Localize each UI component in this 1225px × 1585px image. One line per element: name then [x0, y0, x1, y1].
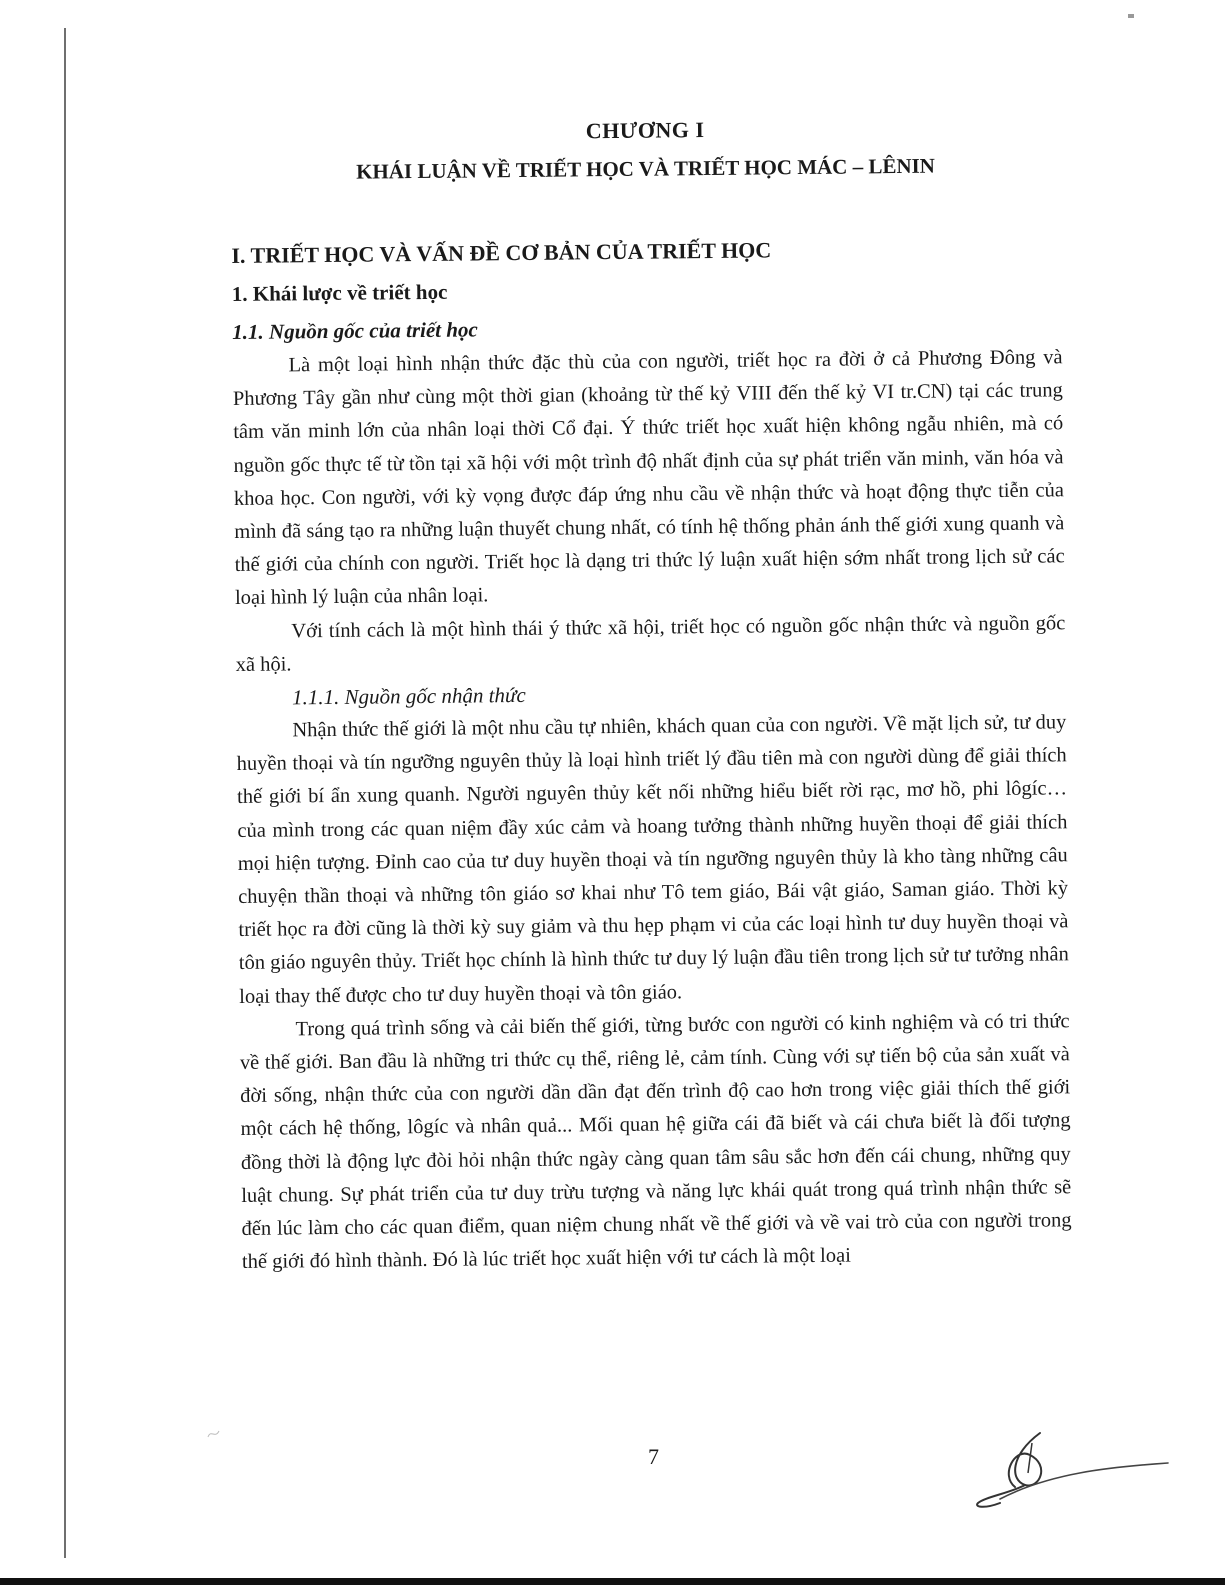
paragraph-4: Trong quá trình sống và cải biến thế giới, từng bước con người có kinh nghiệm và có tri thức về thế giới. Ban đầu là những tri thức cụ thể, riêng lẻ, cảm tính. Cùng với sự tiến bộ của sản xuất và đời sống, nhận thức của con người dần dần đạt đến trình độ cao hơn trong việc giải thích thế giới một cách hệ thống, lôgíc và nhân quả... Mối quan hệ giữa cái đã biết và cái chưa biết là đối tượng đồng thời là động lực đòi hỏi nhận thức ngày càng quan tâm sâu sắc hơn đến cái chung, những quy luật chung. Sự phát triển của tư duy trừu tượng và năng lực khái quát trong quá trình nhận thức sẽ đến lúc làm cho các quan điểm, quan niệm chung nhất về thế giới và về vai trò của con người trong thế giới đó hình thành. Đó là lúc triết học xuất hiện với tư cách là một loại	[239, 1010, 1072, 1274]
handwritten-signature	[970, 1425, 1170, 1515]
scan-bottom-edge	[0, 1578, 1225, 1585]
chapter-label: CHƯƠNG I	[585, 117, 705, 144]
chapter-title: KHÁI LUẬN VỀ TRIẾT HỌC VÀ TRIẾT HỌC MÁC – LÊNIN	[356, 153, 936, 184]
document-page	[230, 111, 1072, 1279]
paragraph-2: Với tính cách là một hình thái ý thức xã hội, triết học có nguồn gốc nhận thức và nguồn gốc xã hội.	[235, 611, 1066, 676]
subsection-heading: 1. Khái lược về triết học	[231, 279, 448, 306]
scan-mark	[1128, 14, 1134, 18]
paragraph-1: Là một loại hình nhận thức đặc thù của con người, triết học ra đời ở cả Phương Đông và Phương Tây gần như cùng một thời gian (khoảng từ thế kỷ VIII đến thế kỷ VI tr.CN) tại các trung tâm văn minh lớn của nhân loại thời Cổ đại. Ý thức triết học xuất hiện không ngẫu nhiên, mà có nguồn gốc thực tế từ tồn tại xã hội với một trình độ nhất định của sự phát triển văn minh, văn hóa và khoa học. Con người, với kỳ vọng được đáp ứng nhu cầu về nhận thức và hoạt động thực tiễn của mình đã sáng tạo ra những luận thuyết chung nhất, có tính hệ thống phản ánh thế giới xung quanh và thế giới của chính con người. Triết học là dạng tri thức lý luận xuất hiện sớm nhất trong lịch sử các loại hình lý luận của nhân loại.	[232, 346, 1065, 610]
scan-speck-icon	[205, 1425, 223, 1443]
page-left-edge	[64, 28, 66, 1558]
paragraph-subheading: 1.1.1. Nguồn gốc nhận thức	[291, 682, 526, 710]
section-heading: I. TRIẾT HỌC VÀ VẤN ĐỀ CƠ BẢN CỦA TRIẾT HỌC	[231, 237, 772, 268]
page-number: 7	[648, 1444, 659, 1469]
paragraph-3: Nhận thức thế giới là một nhu cầu tự nhiên, khách quan của con người. Về mặt lịch sử, tư duy huyền thoại và tín ngưỡng nguyên thủy là loại hình triết lý đầu tiên mà con người dùng để giải thích thế giới bí ẩn xung quanh. Người nguyên thủy kết nối những hiểu biết rời rạc, mơ hồ, phi lôgíc… của mình trong các quan niệm đầy xúc cảm và hoang tưởng thành những huyền thoại để giải thích mọi hiện tượng. Đỉnh cao của tư duy huyền thoại và tín ngưỡng nguyên thủy là kho tàng những câu chuyện thần thoại và những tôn giáo sơ khai như Tô tem giáo, Bái vật giáo, Saman giáo. Thời kỳ triết học ra đời cũng là thời kỳ suy giảm và thu hẹp phạm vi của các loại hình tư duy huyền thoại và tôn giáo nguyên thủy. Triết học chính là hình thức tư duy lý luận đầu tiên trong lịch sử tư tưởng nhân loại thay thế được cho tư duy huyền thoại và tôn giáo.	[236, 711, 1069, 1008]
subsubsection-heading: 1.1. Nguồn gốc của triết học	[232, 317, 478, 344]
